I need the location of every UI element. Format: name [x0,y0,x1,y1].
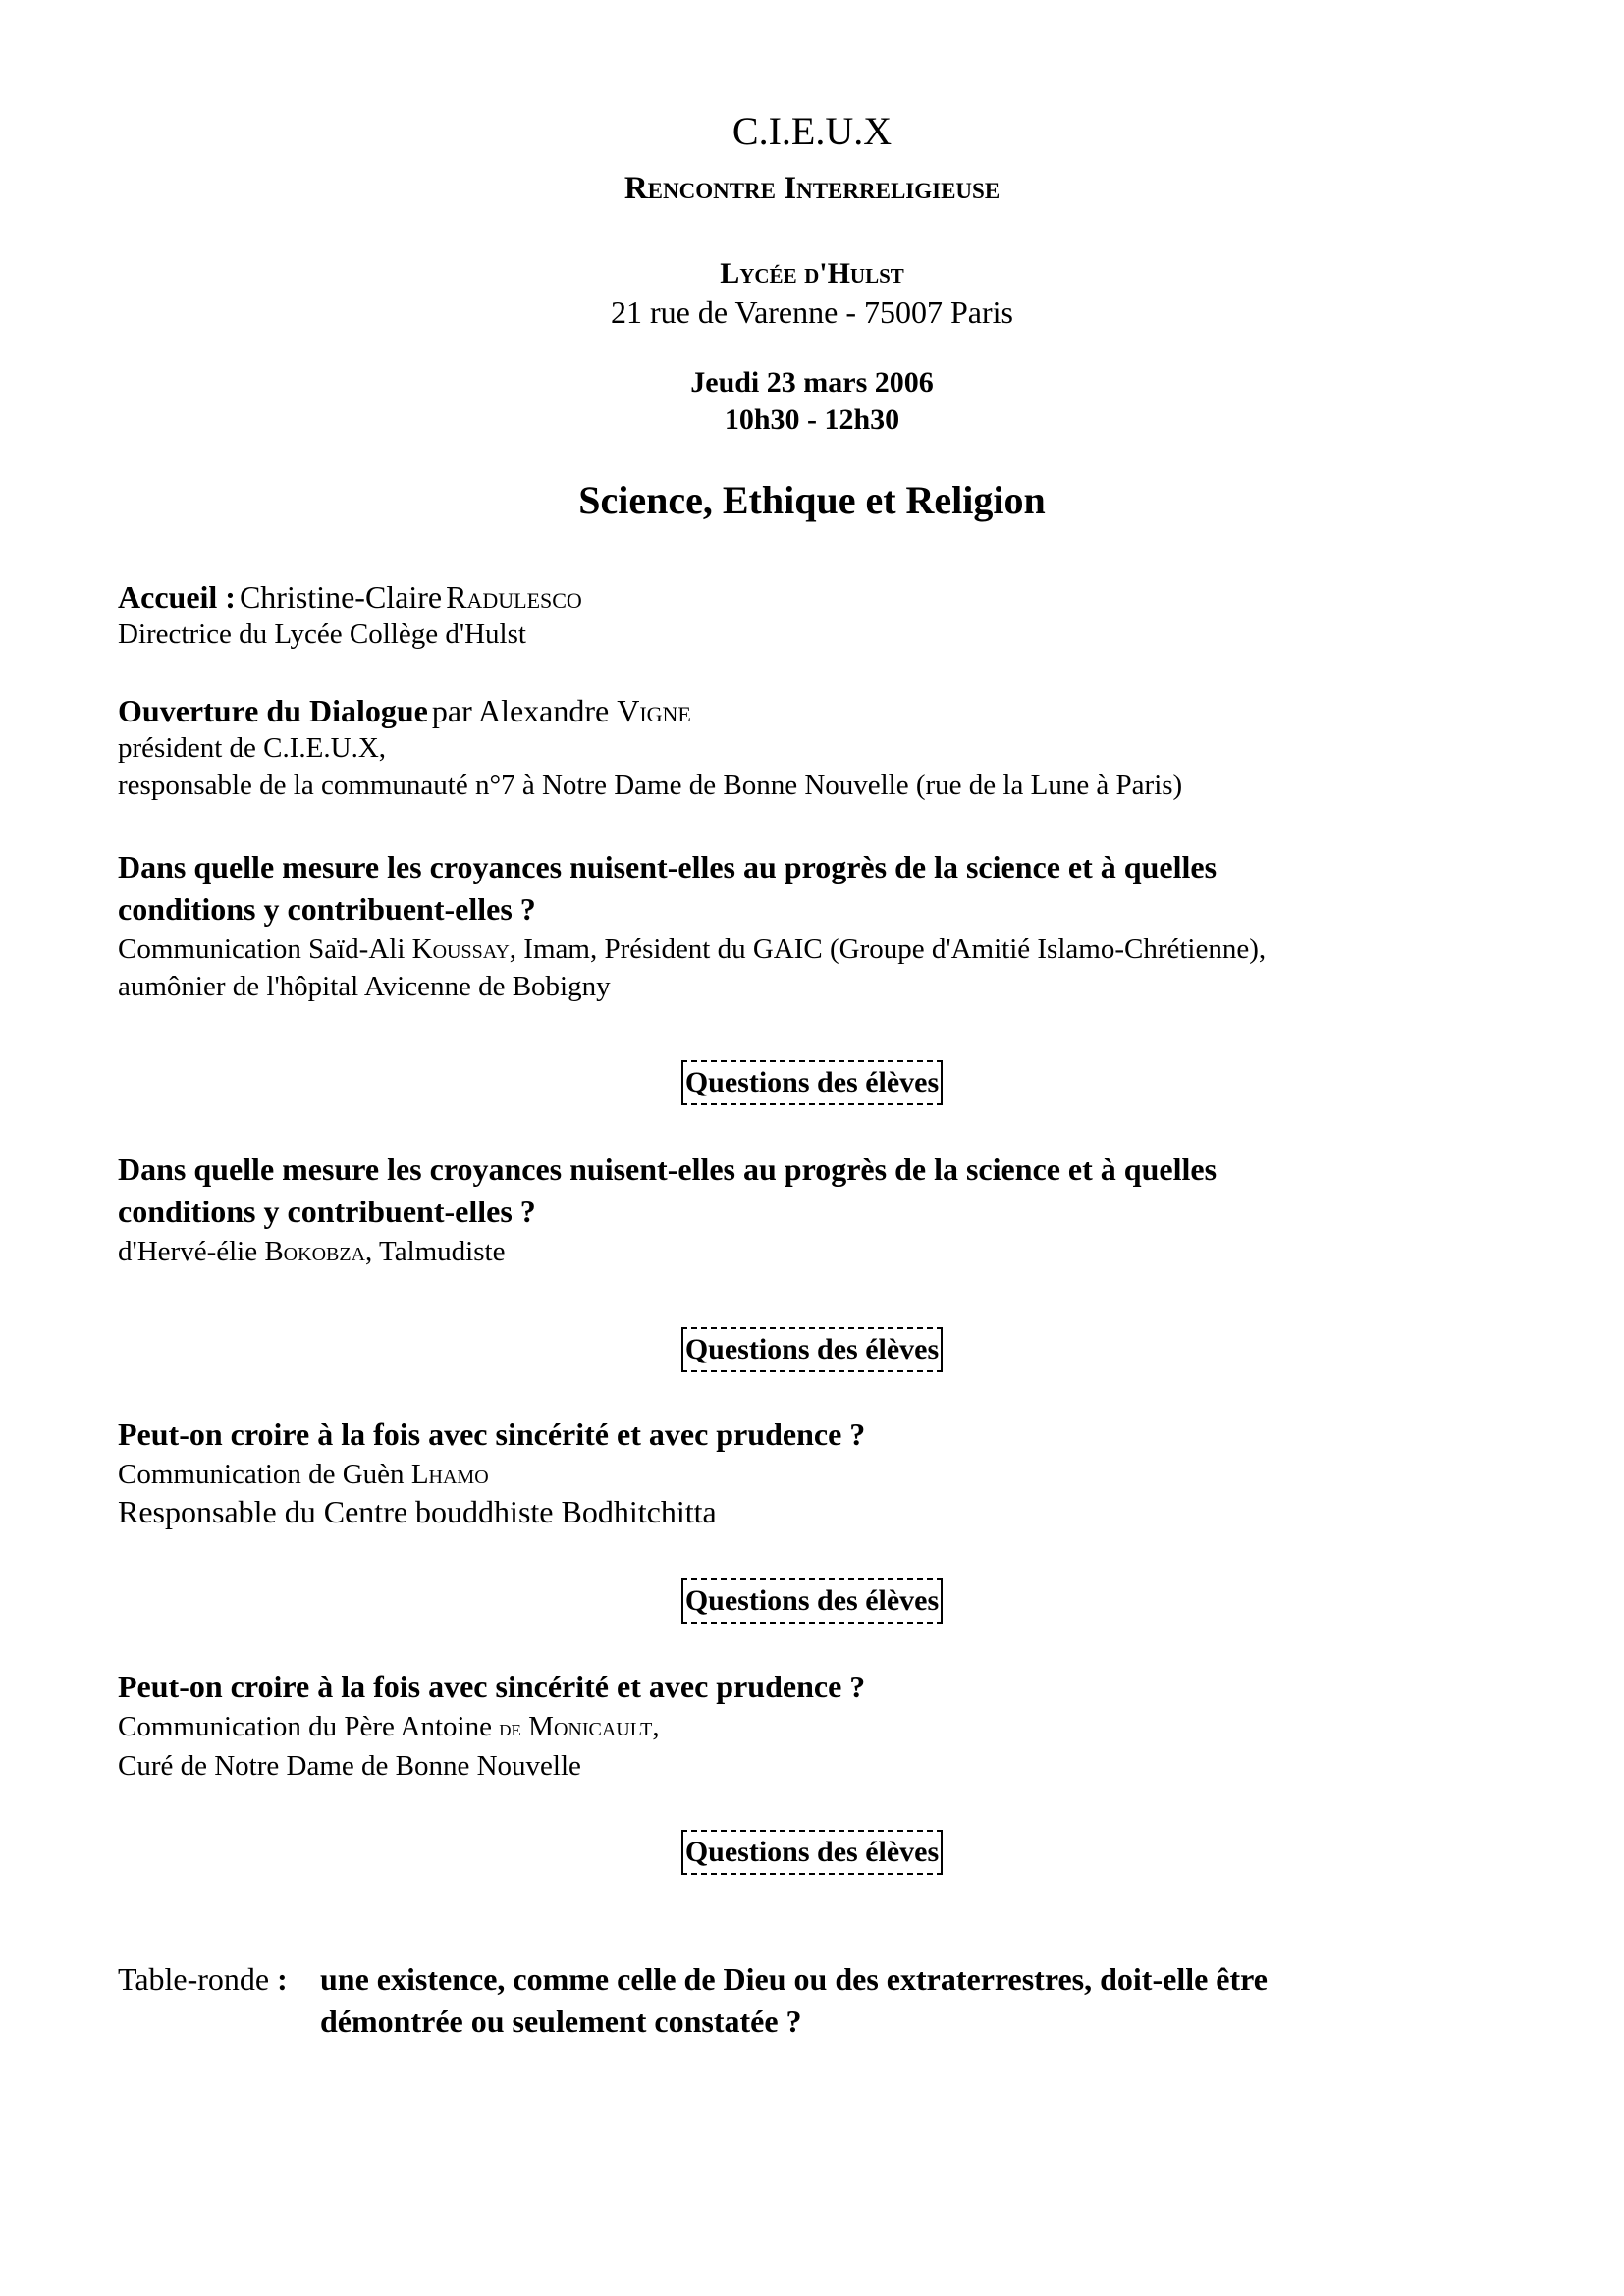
ouverture-by: par Alexandre [431,693,610,728]
session-2-title-line-2: conditions y contribuent-elles ? [118,1194,536,1229]
ouverture-label: Ouverture du Dialogue [118,693,428,728]
questions-box-2-wrap [0,1327,1624,1372]
session-1-title-line-2: conditions y contribuent-elles ? [118,891,536,927]
session-3-title: Peut-on croire à la fois avec sincérité et avec prudence ? [118,1416,866,1452]
session-1-speaker-suffix: , Imam, Président du GAIC (Groupe d'Amitié Islamo-Chrétienne), [509,934,1267,965]
questions-box-4-wrap [0,1830,1624,1875]
session-2-speaker-prefix: d'Hervé-élie [118,1236,258,1267]
session-4-speaker-last: Monicault [528,1711,653,1742]
session-1-speaker-last: Koussay [411,934,510,965]
session-2-speaker-last: Bokobza [264,1236,366,1267]
session-1-speaker-prefix: Communication Saïd-Ali [118,934,406,965]
session-4-title: Peut-on croire à la fois avec sincérité et avec prudence ? [118,1669,866,1704]
session-3-speaker-line-2: Responsable du Centre bouddhiste Bodhitchitta [118,1494,717,1529]
questions-box-2: Questions des élèves [681,1327,943,1372]
session-2 [118,1148,1217,1270]
session-3-speaker-prefix: Communication de Guèn [118,1459,405,1490]
accueil-role: Directrice du Lycée Collège d'Hulst [118,618,526,650]
session-1-speaker-line-2: aumônier de l'hôpital Avicenne de Bobigny [118,971,611,1002]
accueil-block [118,579,582,653]
venue-name: Lycée d'Hulst [720,257,904,290]
session-4 [118,1666,865,1785]
table-ronde-colon: : [277,1961,288,1997]
session-4-speaker-prefix: Communication du Père Antoine [118,1711,492,1742]
session-3-speaker-last: Lhamo [410,1459,489,1490]
organization-name: C.I.E.U.X [731,109,893,153]
venue-address: 21 rue de Varenne - 75007 Paris [611,294,1013,330]
session-4-speaker-line-2: Curé de Notre Dame de Bonne Nouvelle [118,1750,581,1782]
event-date: Jeudi 23 mars 2006 [690,366,934,399]
ouverture-block [118,693,1182,804]
session-1-title-line-1: Dans quelle mesure les croyances nuisent-elles au progrès de la science et à quelles [118,849,1218,884]
session-4-speaker-suffix: , [652,1711,660,1742]
questions-box-1: Questions des élèves [681,1060,943,1105]
table-ronde-label: Table-ronde [118,1961,270,1997]
table-ronde-line-1: une existence, comme celle de Dieu ou des extraterrestres, doit-elle être [320,1961,1268,1997]
session-4-speaker-particle: de [499,1716,521,1741]
session-3 [118,1414,865,1530]
ouverture-role-2: responsable de la communauté n°7 à Notre Dame de Bonne Nouvelle (rue de la Lune à Paris) [118,770,1183,801]
ouverture-role-1: président de C.I.E.U.X, [118,732,387,764]
event-theme: Science, Ethique et Religion [578,478,1046,522]
questions-box-4: Questions des élèves [681,1830,943,1875]
questions-box-3-wrap [0,1578,1624,1624]
accueil-label: Accueil : [118,579,236,614]
table-ronde-line-2: démontrée ou seulement constatée ? [320,2003,802,2039]
questions-box-3: Questions des élèves [681,1578,943,1624]
session-2-title-line-1: Dans quelle mesure les croyances nuisent-elles au progrès de la science et à quelles [118,1151,1218,1187]
questions-box-1-wrap [0,1060,1624,1105]
session-2-speaker-suffix: , Talmudiste [365,1236,506,1267]
ouverture-last-name: Vigne [617,693,691,728]
accueil-last-name: Radulesco [446,579,582,614]
event-title: Rencontre Interreligieuse [623,171,1001,206]
accueil-first-name: Christine-Claire [239,579,443,614]
session-1 [118,846,1266,1005]
event-time: 10h30 - 12h30 [724,403,900,436]
